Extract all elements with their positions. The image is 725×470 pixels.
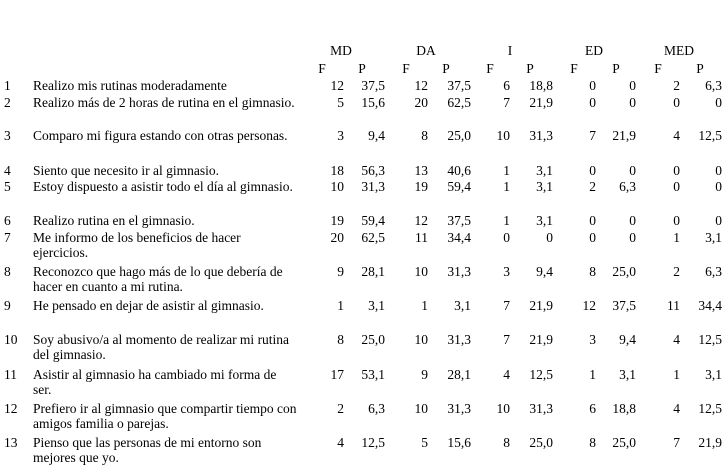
row-statement: Comparo mi figura estando con otras personas. — [33, 128, 288, 143]
frequency-cell: 7 — [589, 128, 596, 143]
frequency-cell: 5 — [421, 435, 428, 450]
frequency-cell: 10 — [414, 332, 428, 347]
row-number: 8 — [4, 264, 11, 279]
group-header-md: MD — [330, 43, 352, 58]
percent-cell: 0 — [629, 213, 636, 228]
frequency-cell: 18 — [330, 163, 344, 178]
frequency-cell: 8 — [337, 332, 344, 347]
frequency-cell: 3 — [337, 128, 344, 143]
frequency-cell: 2 — [589, 179, 596, 194]
frequency-cell: 2 — [673, 78, 680, 93]
frequency-cell: 2 — [337, 401, 344, 416]
row-statement: Pienso que las personas de mi entorno son mejores que yo. — [33, 435, 262, 465]
percent-cell: 0 — [715, 163, 722, 178]
row-statement: Realizo rutina en el gimnasio. — [33, 213, 195, 228]
frequency-cell: 20 — [414, 95, 428, 110]
frequency-cell: 17 — [330, 367, 344, 382]
row-statement: Reconozco que hago más de lo que debería de hacer en cuanto a mi rutina. — [33, 264, 283, 294]
percent-cell: 28,1 — [361, 264, 385, 279]
frequency-cell: 8 — [589, 435, 596, 450]
frequency-cell: 10 — [330, 179, 344, 194]
group-header-da: DA — [416, 43, 436, 58]
percent-cell: 21,9 — [529, 95, 553, 110]
row-statement: He pensado en dejar de asistir al gimnasio. — [33, 298, 264, 313]
sub-header-p: P — [358, 61, 366, 76]
percent-cell: 56,3 — [361, 163, 385, 178]
frequency-cell: 3 — [503, 264, 510, 279]
frequency-cell: 1 — [503, 213, 510, 228]
percent-cell: 37,5 — [612, 298, 636, 313]
sub-header-f: F — [318, 61, 326, 76]
percent-cell: 25,0 — [612, 264, 636, 279]
percent-cell: 31,3 — [529, 128, 553, 143]
frequency-cell: 12 — [414, 78, 428, 93]
row-statement: Siento que necesito ir al gimnasio. — [33, 163, 219, 178]
frequency-cell: 10 — [414, 401, 428, 416]
percent-cell: 3,1 — [705, 230, 722, 245]
percent-cell: 31,3 — [447, 264, 471, 279]
frequency-cell: 7 — [503, 332, 510, 347]
percent-cell: 12,5 — [698, 332, 722, 347]
percent-cell: 31,3 — [447, 332, 471, 347]
frequency-cell: 19 — [330, 213, 344, 228]
percent-cell: 25,0 — [447, 128, 471, 143]
percent-cell: 9,4 — [368, 128, 385, 143]
percent-cell: 31,3 — [529, 401, 553, 416]
percent-cell: 6,3 — [619, 179, 636, 194]
percent-cell: 12,5 — [698, 128, 722, 143]
row-number: 13 — [4, 435, 18, 450]
frequency-cell: 8 — [503, 435, 510, 450]
frequency-cell: 8 — [421, 128, 428, 143]
percent-cell: 3,1 — [368, 298, 385, 313]
percent-cell: 9,4 — [619, 332, 636, 347]
percent-cell: 12,5 — [529, 367, 553, 382]
frequency-cell: 20 — [330, 230, 344, 245]
percent-cell: 6,3 — [368, 401, 385, 416]
frequency-cell: 1 — [673, 367, 680, 382]
row-statement: Realizo mis rutinas moderadamente — [33, 78, 227, 93]
frequency-cell: 0 — [503, 230, 510, 245]
percent-cell: 62,5 — [361, 230, 385, 245]
frequency-cell: 0 — [589, 163, 596, 178]
percent-cell: 12,5 — [361, 435, 385, 450]
frequency-cell: 1 — [673, 230, 680, 245]
frequency-cell: 7 — [503, 298, 510, 313]
percent-cell: 15,6 — [447, 435, 471, 450]
percent-cell: 0 — [546, 230, 553, 245]
row-number: 2 — [4, 95, 11, 110]
group-header-i: I — [507, 43, 513, 58]
percent-cell: 0 — [629, 78, 636, 93]
percent-cell: 15,6 — [361, 95, 385, 110]
row-number: 5 — [4, 179, 11, 194]
frequency-cell: 4 — [337, 435, 344, 450]
percent-cell: 3,1 — [619, 367, 636, 382]
percent-cell: 62,5 — [447, 95, 471, 110]
frequency-cell: 0 — [673, 163, 680, 178]
frequency-cell: 4 — [673, 401, 680, 416]
percent-cell: 21,9 — [612, 128, 636, 143]
percent-cell: 3,1 — [536, 213, 553, 228]
row-statement: Prefiero ir al gimnasio que compartir tiempo con amigos familia o parejas. — [33, 401, 297, 431]
row-statement: Asistir al gimnasio ha cambiado mi forma de ser. — [33, 367, 277, 397]
frequency-cell: 0 — [589, 230, 596, 245]
frequency-cell: 1 — [503, 179, 510, 194]
percent-cell: 31,3 — [447, 401, 471, 416]
frequency-cell: 10 — [414, 264, 428, 279]
sub-header-p: P — [442, 61, 450, 76]
percent-cell: 3,1 — [454, 298, 471, 313]
frequency-cell: 0 — [589, 95, 596, 110]
percent-cell: 3,1 — [536, 163, 553, 178]
percent-cell: 25,0 — [612, 435, 636, 450]
frequency-cell: 12 — [330, 78, 344, 93]
frequency-cell: 7 — [503, 95, 510, 110]
sub-header-p: P — [696, 61, 704, 76]
sub-header-f: F — [570, 61, 578, 76]
frequency-cell: 4 — [503, 367, 510, 382]
group-header-ed: ED — [585, 43, 603, 58]
row-number: 3 — [4, 128, 11, 143]
percent-cell: 25,0 — [361, 332, 385, 347]
row-number: 11 — [4, 367, 17, 382]
percent-cell: 21,9 — [529, 332, 553, 347]
percent-cell: 34,4 — [447, 230, 471, 245]
frequency-cell: 11 — [667, 298, 680, 313]
frequency-cell: 13 — [414, 163, 428, 178]
percent-cell: 34,4 — [698, 298, 722, 313]
frequency-cell: 12 — [414, 213, 428, 228]
frequency-cell: 1 — [503, 163, 510, 178]
percent-cell: 9,4 — [536, 264, 553, 279]
percent-cell: 3,1 — [536, 179, 553, 194]
percent-cell: 0 — [715, 95, 722, 110]
percent-cell: 6,3 — [705, 264, 722, 279]
sub-header-p: P — [612, 61, 620, 76]
row-number: 1 — [4, 78, 11, 93]
frequency-cell: 0 — [673, 179, 680, 194]
percent-cell: 21,9 — [529, 298, 553, 313]
frequency-cell: 5 — [337, 95, 344, 110]
sub-header-f: F — [486, 61, 494, 76]
row-statement: Realizo más de 2 horas de rutina en el gimnasio. — [33, 95, 295, 110]
row-number: 10 — [4, 332, 18, 347]
frequency-cell: 8 — [589, 264, 596, 279]
row-statement: Soy abusivo/a al momento de realizar mi rutina del gimnasio. — [33, 332, 290, 362]
sub-header-p: P — [526, 61, 534, 76]
frequency-cell: 10 — [496, 128, 510, 143]
frequency-cell: 1 — [421, 298, 428, 313]
percent-cell: 37,5 — [447, 78, 471, 93]
frequency-cell: 12 — [582, 298, 596, 313]
frequency-cell: 6 — [589, 401, 596, 416]
frequency-cell: 2 — [673, 264, 680, 279]
frequency-cell: 0 — [589, 78, 596, 93]
frequency-cell: 0 — [673, 95, 680, 110]
group-header-med: MED — [664, 43, 694, 58]
frequency-cell: 19 — [414, 179, 428, 194]
percent-cell: 0 — [629, 163, 636, 178]
percent-cell: 0 — [629, 230, 636, 245]
frequency-cell: 0 — [589, 213, 596, 228]
frequency-cell: 4 — [673, 128, 680, 143]
percent-cell: 59,4 — [447, 179, 471, 194]
row-number: 4 — [4, 163, 11, 178]
percent-cell: 0 — [629, 95, 636, 110]
frequency-cell: 11 — [415, 230, 428, 245]
percent-cell: 37,5 — [361, 78, 385, 93]
frequency-cell: 6 — [503, 78, 510, 93]
percent-cell: 6,3 — [705, 78, 722, 93]
percent-cell: 0 — [715, 213, 722, 228]
frequency-cell: 1 — [589, 367, 596, 382]
row-number: 7 — [4, 230, 11, 245]
frequency-cell: 10 — [496, 401, 510, 416]
percent-cell: 59,4 — [361, 213, 385, 228]
percent-cell: 25,0 — [529, 435, 553, 450]
frequency-cell: 0 — [673, 213, 680, 228]
row-number: 6 — [4, 213, 11, 228]
percent-cell: 3,1 — [705, 367, 722, 382]
percent-cell: 31,3 — [361, 179, 385, 194]
frequency-cell: 9 — [337, 264, 344, 279]
percent-cell: 53,1 — [361, 367, 385, 382]
sub-header-f: F — [402, 61, 410, 76]
row-number: 12 — [4, 401, 18, 416]
percent-cell: 37,5 — [447, 213, 471, 228]
percent-cell: 21,9 — [698, 435, 722, 450]
sub-header-f: F — [654, 61, 662, 76]
frequency-cell: 4 — [673, 332, 680, 347]
frequency-cell: 7 — [673, 435, 680, 450]
percent-cell: 0 — [715, 179, 722, 194]
frequency-cell: 1 — [337, 298, 344, 313]
row-statement: Estoy dispuesto a asistir todo el día al gimnasio. — [33, 179, 293, 194]
percent-cell: 40,6 — [447, 163, 471, 178]
frequency-cell: 3 — [589, 332, 596, 347]
frequency-cell: 9 — [421, 367, 428, 382]
row-statement: Me informo de los beneficios de hacer ejercicios. — [33, 230, 241, 260]
percent-cell: 28,1 — [447, 367, 471, 382]
percent-cell: 18,8 — [612, 401, 636, 416]
percent-cell: 12,5 — [698, 401, 722, 416]
percent-cell: 18,8 — [529, 78, 553, 93]
row-number: 9 — [4, 298, 11, 313]
